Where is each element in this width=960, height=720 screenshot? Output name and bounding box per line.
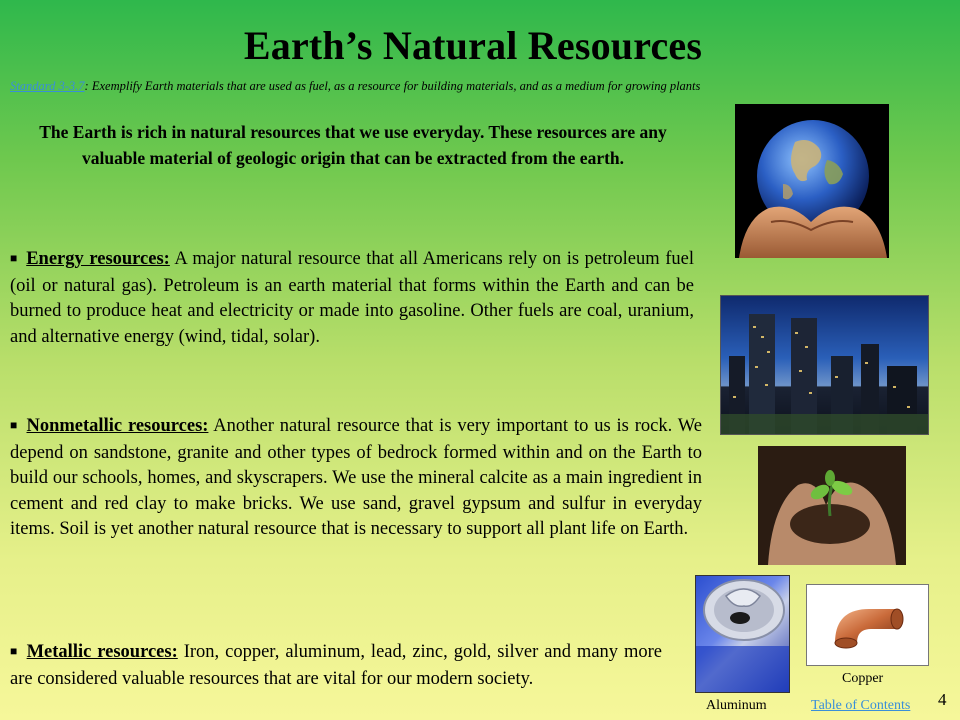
standard-link[interactable]: Standard 3-3.7	[10, 79, 85, 93]
nonmetallic-resources-section	[10, 414, 702, 543]
section-heading: Energy resources:	[26, 249, 170, 269]
standard-line	[10, 79, 900, 94]
section-heading: Nonmetallic resources:	[26, 416, 209, 436]
bullet-icon: ■	[10, 418, 19, 432]
energy-resources-section	[10, 247, 694, 350]
section-heading: Metallic resources:	[26, 642, 178, 662]
page-title: Earth’s Natural Resources	[243, 23, 703, 68]
copper-elbow-image	[806, 584, 929, 666]
table-of-contents-link[interactable]: Table of Contents	[811, 698, 911, 713]
aluminum-caption: Aluminum	[706, 698, 767, 713]
sprout-in-soil-image	[758, 446, 906, 565]
city-skyline-image	[720, 295, 929, 435]
standard-text: : Exemplify Earth materials that are used as fuel, as a resource for building materials, and as a medium for growing plants	[84, 79, 701, 93]
section-body: Iron, copper, aluminum, lead, zinc, gold, silver and many more are considered valuable resources that are vital for our modern society.	[10, 642, 663, 689]
intro-paragraph: The Earth is rich in natural resources that we use everyday. These resources are any valuable material of geologic origin that can be extracted from the earth.	[39, 122, 667, 168]
earth-in-hands-image	[735, 104, 889, 258]
bullet-icon: ■	[10, 644, 19, 658]
copper-caption: Copper	[842, 671, 884, 686]
bullet-icon: ■	[10, 251, 19, 265]
aluminum-can-image	[695, 575, 790, 693]
metallic-resources-section	[10, 640, 662, 692]
section-body: A major natural resource that all Americans rely on is petroleum fuel (oil or natural gas). Petroleum is an earth material that forms within the Earth and can be burned to produce heat and electricity or made into gasoline. Other fuels are coal, uranium, and alternative energy (wind, tidal, solar).	[10, 249, 695, 347]
section-body: Another natural resource that is very important to us is rock. We depend on sandstone, granite and other types of bedrock formed within and on the Earth to build our schools, homes, and skyscrapers. We use the mineral calcite as a main ingredient in cement and red clay to make bricks. We use sand, gravel gypsum and sulfur in everyday items. Soil is yet another natural resource that is necessary to support all plant life on Earth.	[10, 416, 702, 539]
page-number: 4	[938, 690, 947, 709]
